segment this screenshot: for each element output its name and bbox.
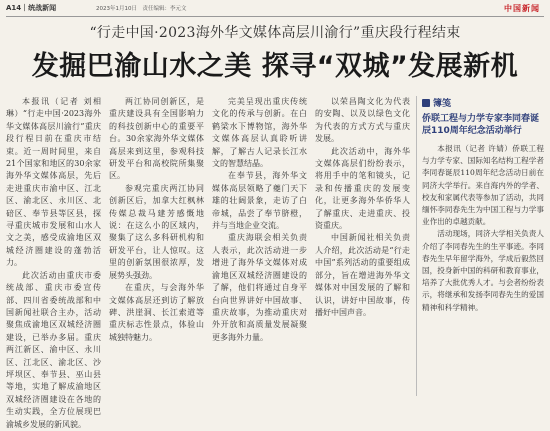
article-headline: 发掘巴渝山水之美 探寻“双城”发展新机 — [31, 51, 519, 82]
paragraph: 以荣昌陶文化为代表的安陶、以及以绿色文化为代表的方式方式与重庆发展。 — [315, 97, 410, 144]
article-column-3 — [212, 96, 307, 400]
sidebar-title: 侨联工程与力学专家李同春诞辰110周年纪念活动举行 — [422, 114, 540, 136]
section-name: 统战新闻 — [28, 4, 57, 12]
paragraph: 参观完重庆两江协同创新区后，加拿大红枫林传媒总裁马建芳感慨地说：在这么小的区域内，聚集了这么多科研机构和研发平台，让人惊叹。这里的创新氛围很浓厚，发展势头强劲。 — [109, 183, 204, 280]
header-divider — [6, 16, 544, 17]
paragraph: 本报讯（记者 许婧）侨联工程与力学专家、国际知名结构工程学者李同春诞辰110周年纪念活动日前在同济大学举行。来自海内外的学者、校友和家属代表等参加了活动，共同缅怀李同春先生为中国工程与力学事业作出的卓越贡献。 — [422, 144, 544, 227]
article-column-4 — [315, 96, 410, 400]
article-column-2 — [109, 96, 204, 400]
paragraph: 在重庆，与会海外华文媒体高层还到访了解放碑、洪崖洞、长江索道等重庆标志性景点，体验山城独特魅力。 — [109, 283, 204, 342]
page-number: A14｜统战新闻 — [6, 4, 57, 12]
square-bullet-icon — [422, 99, 430, 107]
newspaper-logo: 中国新闻 — [504, 3, 540, 13]
paragraph: 此次活动由重庆市委统战部、重庆市委宣传部、四川省委统战部和中国新闻社联合主办，活动聚焦成渝地区双城经济圈建设，已举办多届。重庆两江新区、渝中区、永川区、江北区、渝北区、沙坪坝区、奉节县、巫山县等地，实地了解成渝地区双城经济圈建设在各地的生动实践，全方位展现巴渝城乡发展的新风貌。 — [6, 270, 101, 429]
paragraph: 在奉节县，海外华文媒体高层领略了夔门天下雄的壮阔景象，走访了白帝城，品尝了奉节脐橙，并与当地企业交流。 — [212, 171, 307, 231]
issue-meta: 2023年1月10日 责任编辑：李元文 — [96, 6, 187, 12]
paragraph: 活动现场，同济大学相关负责人介绍了李同春先生的生平事迹。李同春先生早年留学海外，学成后毅然回国，投身新中国的科研和教育事业，培养了大批优秀人才。与会者纷纷表示，将继承和发扬李同春先生的爱国精神和科学精神。 — [422, 229, 544, 312]
article-body — [6, 96, 410, 429]
page-number-value: A14 — [6, 4, 22, 12]
page-header — [0, 0, 550, 16]
sidebar-news — [422, 96, 544, 400]
article-column-1 — [6, 96, 101, 429]
paragraph: 两江协同创新区，是重庆建设具有全国影响力的科技创新中心的重要平台。30余家海外华文媒体高层来到这里，参观科技研发平台和高校院所集聚区。 — [109, 97, 204, 181]
paragraph: 中国新闻社相关负责人介绍，此次活动是“行走中国”系列活动的重要组成部分，旨在增进海外华文媒体对中国发展的了解和认识，讲好中国故事，传播好中国声音。 — [315, 233, 410, 317]
paragraph: 完美呈现出重庆传统文化的传承与创新。在白鹤梁水下博物馆，海外华文媒体高层认真聆听讲解，了解古人记录长江水文的智慧结晶。 — [212, 97, 307, 169]
paragraph: 本报讯（记者 刘相琳）“行走中国·2023海外华文媒体高层川渝行”重庆段行程日前在重庆市结束。近一周时间里，来自21个国家和地区的30余家海外华文媒体高层，先后走进重庆市渝中区、江北区、渝北区、永川区、北碚区、奉节县等区县，探寻重庆城市发展和山水人文之美，感受成渝地区双城经济圈建设的蓬勃活力。 — [6, 97, 101, 268]
paragraph: 此次活动中，海外华文媒体高层们纷纷表示，将用手中的笔和镜头，记录和传播重庆的发展变化，让更多海外华侨华人了解重庆、走进重庆、投资重庆。 — [315, 146, 410, 231]
sidebar-label — [422, 96, 544, 109]
paragraph: 重庆海联会相关负责人表示，此次活动进一步增进了海外华文媒体对成渝地区双城经济圈建设的了解，他们将通过自身平台向世界讲好中国故事、重庆故事，为推动重庆对外开放和高质量发展凝聚更多海外力量。 — [212, 233, 307, 342]
sidebar-label-text: 簿笺 — [433, 99, 452, 109]
sidebar-body — [422, 143, 544, 314]
article-overline: “行走中国·2023海外华文媒体高层川渝行”重庆段行程结束 — [89, 25, 461, 41]
column-divider — [416, 96, 417, 396]
